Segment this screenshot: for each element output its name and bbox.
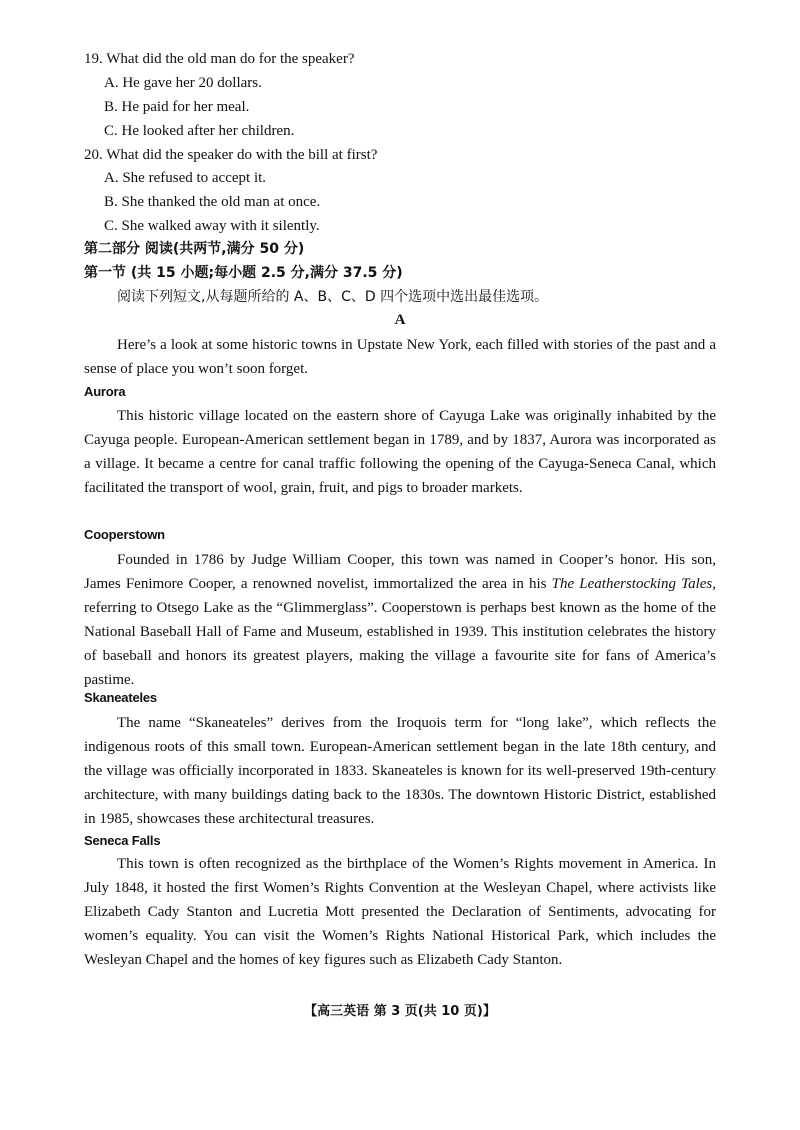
question-19-stem: 19. What did the old man do for the speaker? bbox=[84, 51, 355, 67]
part-title: 第二部分 阅读(共两节,满分 50 分) bbox=[84, 241, 305, 257]
town-paragraph-skaneateles: The name “Skaneateles” derives from the Iroquois term for “long lake”, which reflects the indigenous roots of this small town. European-American settlement began in the late 18th century, and the village was officially incorporated in 1833. Skaneateles is known for its well-preserved 19th-century architecture, with many buildings dating back to the 1830s. The downtown Historic District, established in 1985, showcases these architectural treasures. bbox=[84, 715, 716, 827]
town-heading-skaneateles: Skaneateles bbox=[84, 690, 157, 705]
town-heading-seneca-falls: Seneca Falls bbox=[84, 833, 161, 848]
subsection-title: 第一节 (共 15 小题;每小题 2.5 分,满分 37.5 分) bbox=[84, 265, 403, 281]
book-title: The Leatherstocking Tales bbox=[551, 576, 713, 592]
town-heading-aurora: Aurora bbox=[84, 384, 126, 399]
question-19-option-c: C. He looked after her children. bbox=[104, 123, 295, 139]
question-20-option-b: B. She thanked the old man at once. bbox=[104, 194, 321, 210]
question-19-option-b: B. He paid for her meal. bbox=[104, 99, 250, 115]
question-20-stem: 20. What did the speaker do with the bill at first? bbox=[84, 147, 378, 163]
question-20-option-a: A. She refused to accept it. bbox=[104, 170, 267, 186]
cooperstown-text-part-2: , referring to Otsego Lake as the “Glimmerglass”. Cooperstown is perhaps best known as the home of the National Baseball Hall of Fame and Museum, established in 1939. This institution celebrates the history of baseball and honors its greatest players, making the village a favourite site for fans of America’s pastime. bbox=[84, 576, 716, 688]
section-instruction: 阅读下列短文,从每题所给的 A、B、C、D 四个选项中选出最佳选项。 bbox=[117, 289, 549, 305]
town-paragraph-aurora: This historic village located on the eastern shore of Cayuga Lake was originally inhabited by the Cayuga people. European-American settlement began in 1789, and by 1837, Aurora was incorporated as a village. It became a centre for canal traffic following the opening of the Cayuga-Seneca Canal, which facilitated the transport of wool, grain, fruit, and pigs to broader markets. bbox=[84, 408, 716, 496]
question-19-option-a: A. He gave her 20 dollars. bbox=[104, 75, 262, 91]
page-footer: 【高三英语 第 3 页(共 10 页)】 bbox=[304, 1004, 496, 1019]
passage-intro: Here’s a look at some historic towns in Upstate New York, each filled with stories of the past and a sense of place you won’t soon forget. bbox=[84, 337, 716, 377]
town-paragraph-seneca-falls: This town is often recognized as the birthplace of the Women’s Rights movement in America. In July 1848, it hosted the first Women’s Rights Convention at the Wesleyan Chapel, where activists like Elizabeth Cady Stanton and Lucretia Mott presented the Declaration of Sentiments, advocating for women’s equality. You can visit the Women’s Rights National Historical Park, which includes the Wesleyan Chapel and the homes of key figures such as Elizabeth Cady Stanton. bbox=[84, 856, 716, 968]
town-heading-cooperstown: Cooperstown bbox=[84, 527, 165, 542]
passage-letter: A bbox=[394, 312, 406, 328]
question-20-option-c: C. She walked away with it silently. bbox=[104, 218, 320, 234]
cooperstown-text-part-1: Founded in 1786 by Judge William Cooper, this town was named in Cooper’s honor. His son, James Fenimore Cooper, a renowned novelist, immortalized the area in his bbox=[84, 552, 716, 592]
town-paragraph-cooperstown bbox=[84, 548, 716, 692]
